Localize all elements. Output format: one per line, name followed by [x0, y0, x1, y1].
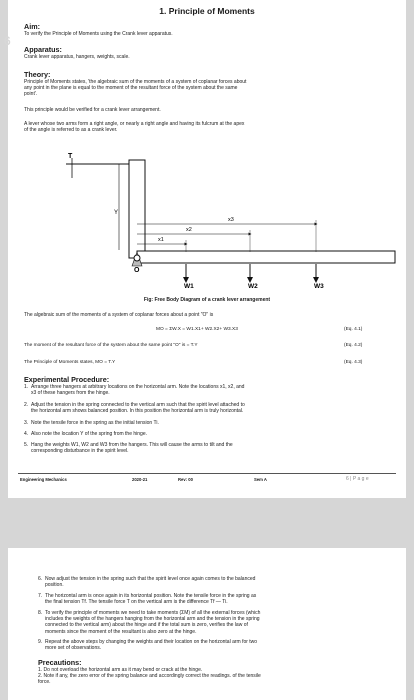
label-W2: W2 [248, 283, 258, 290]
footer-page-number: 6 | P a g e [346, 476, 369, 482]
footer-year: 2020-21 [132, 477, 148, 482]
procedure-step-4: 4. Also note the location Y of the spring from the hinge. [24, 431, 148, 437]
aim-text: To verify the Principle of Moments using the Crank lever apparatus. [24, 31, 173, 37]
vertical-arm [129, 160, 145, 258]
theory-paragraph-2: This principle would be verified for a crank lever arrangement. [24, 107, 161, 113]
apparatus-heading: Apparatus: [24, 45, 62, 54]
procedure-step-3: 3. Note the tensile force in the spring as the initial tension Ti. [24, 420, 159, 426]
equation-4-3: The Principle of Moments states, MO = T.Y [24, 360, 116, 365]
theory-heading: Theory: [24, 70, 51, 79]
equations-intro: The algebraic sum of the moments of a system of coplanar forces about a point "O" is [24, 312, 214, 318]
equation-4-1: MO = ΣW.X = W1.X1+ W2.X2+ W3.X3 [156, 327, 238, 332]
equation-4-3-label: (Eq. 4.3) [344, 360, 363, 365]
theory-paragraph: Principle of Moments states, 'the algebraic sum of the moments of a system of coplanar forces about any point in the plane is equal to the moment of the resultant force of the system about the same point'. [24, 79, 247, 98]
procedure-step-1: 1. Arrange three hangers at arbitrary locations on the horizontal arm. Note the locations x1, x2, and x3 of these hangers from the hinge. [24, 384, 245, 397]
procedure-heading: Experimental Procedure: [24, 375, 110, 384]
label-Y: Y [114, 210, 119, 216]
hinge-pin [134, 255, 140, 261]
footer-course: Engineering Mechanics [20, 477, 67, 482]
precautions-heading: Precautions: [38, 658, 82, 667]
crank-lever-diagram [8, 148, 406, 298]
procedure-step-6: 6. Now adjust the tension in the spring such that the spirit level once again comes to the balanced position. [38, 576, 256, 589]
document-page-1 [4, 0, 406, 498]
label-W3: W3 [314, 283, 324, 290]
document-page-2 [8, 548, 406, 700]
label-x1: x1 [158, 237, 164, 243]
label-O: O [134, 267, 140, 274]
apparatus-text: Crank lever apparatus, hangers, weights, scale. [24, 54, 130, 60]
page-title: 1. Principle of Moments [159, 6, 255, 16]
label-x2: x2 [186, 227, 192, 233]
procedure-step-8: 8. To verify the principle of moments we need to take moments (ΣM) of all the external forces (which includes the weights of the hangers hanging from the horizontal arm and the tension in the spring connected to the vertical arm) about the hinge and if the total sum is zero, verifies the law of moments since the moment of the resultant is also zero at the hinge. [38, 610, 261, 635]
horizontal-arm [137, 251, 395, 263]
procedure-step-2: 2. Adjust the tension in the spring connected to the vertical arm such that the spirit level attached to the horizontal arm shows balanced position. In this position the horizontal arm is truly horizontal. [24, 402, 245, 415]
procedure-step-9: 9. Repeat the above steps by changing the weights and their location on the horizontal arm for two more set of observations. [38, 639, 258, 652]
equation-4-2: The moment of the resultant force of the system about the same point "O" is = T.Y [24, 343, 198, 348]
precaution-item: force. [38, 679, 51, 686]
diagram-caption: Fig: Free Body Diagram of a crank lever arrangement [143, 297, 271, 303]
footer-sem: Sem A [254, 477, 267, 482]
procedure-step-5: 5. Hang the weights W1, W2 and W3 from the hangers. This will cause the arms to tilt and the corresponding disturbance in the spirit level. [24, 442, 233, 455]
label-T: T [68, 153, 73, 160]
equation-4-1-label: (Eq. 4.1) [344, 327, 363, 332]
precaution-item: 2. Note if any, the zero error of the spring balance and accordingly correct the readings. of the tensile [38, 673, 261, 680]
label-x3: x3 [228, 217, 234, 223]
watermark-number: 6 [4, 34, 11, 48]
theory-paragraph-3: A lever whose two arms form a right angle, or nearly a right angle and having its fulcrum at the apex of the angle is referred to as a crank lever. [24, 121, 245, 134]
precautions-list [38, 667, 398, 686]
footer-rule [18, 473, 396, 474]
equation-4-2-label: (Eq. 4.2) [344, 343, 363, 348]
label-W1: W1 [184, 283, 194, 290]
procedure-step-7: 7. The horizontal arm is once again in its horizontal position. Note the tensile force in the spring as the final tension Tf. The tensile force T on the vertical arm is the difference Tf — Ti. [38, 593, 257, 606]
precaution-item: 1. Do not overload the horizontal arm as it may bend or crack at the hinge. [38, 667, 203, 673]
footer-rev: Rev: 00 [178, 477, 193, 482]
aim-heading: Aim: [24, 22, 40, 31]
